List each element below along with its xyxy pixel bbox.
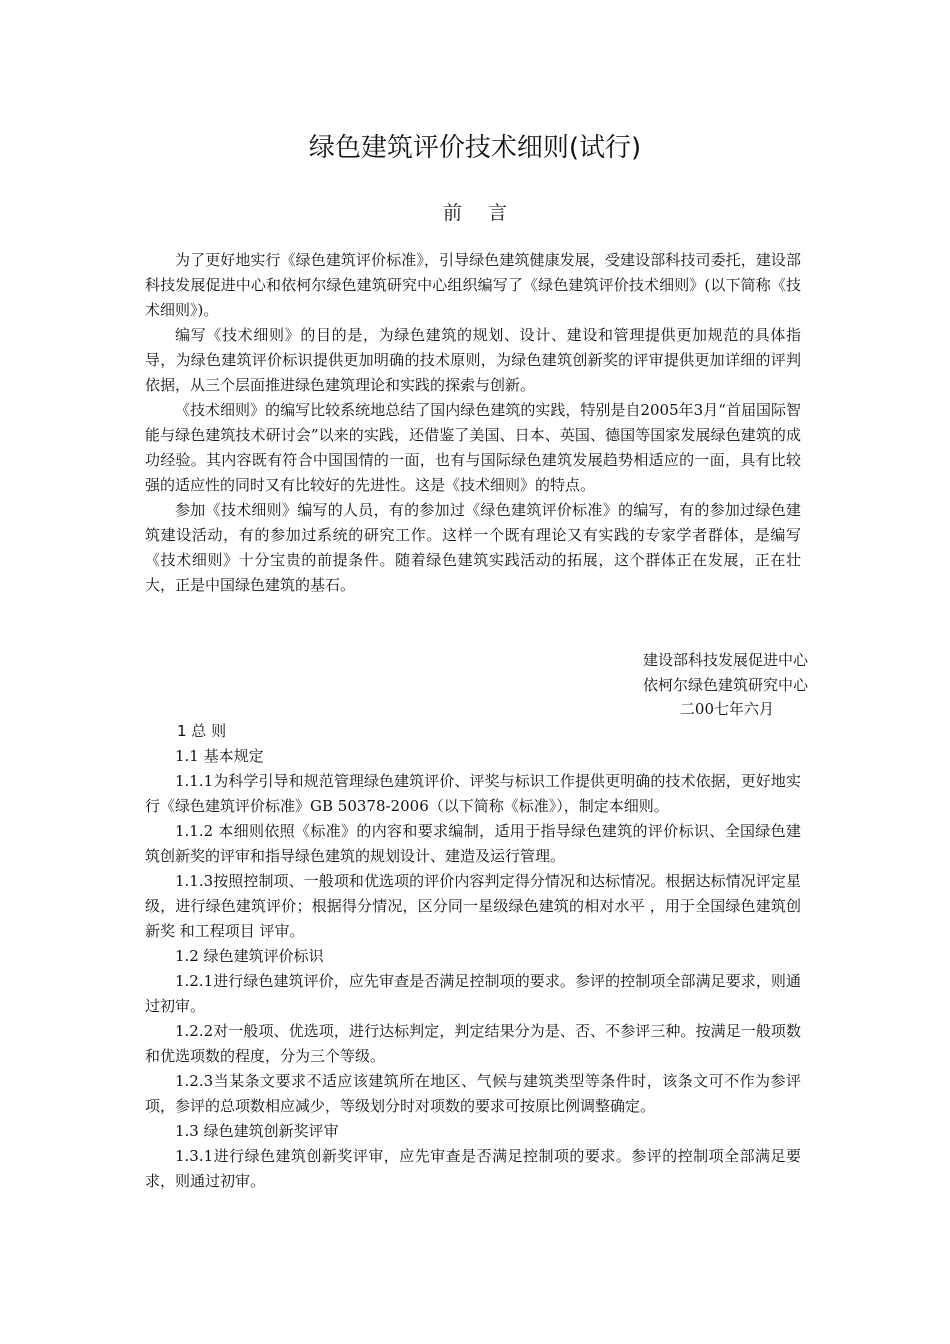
preface-paragraph-1: 为了更好地实行《绿色建筑评价标准》，引导绿色建筑健康发展，受建设部科技司委托，建设部科技发展促进中心和依柯尔绿色建筑研究中心组织编写了《绿色建筑评价技术细则》(以下简称《技术细则》)。 — [145, 251, 801, 319]
clause-1-3-1: 1.3.1进行绿色建筑创新奖评审，应先审查是否满足控制项的要求。参评的控制项全部满足要求，则通过初审。 — [145, 1147, 801, 1190]
clause-1-2-3: 1.2.3当某条文要求不适应该建筑所在地区、气候与建筑类型等条件时，该条文可不作为参评项，参评的总项数相应减少，等级划分时对项数的要求可按原比例调整确定。 — [145, 1072, 801, 1115]
section-1-2-heading: 1.2 绿色建筑评价标识 — [175, 947, 324, 965]
chapter-1-heading: 1 总 则 — [177, 722, 227, 740]
clause-1-1-1: 1.1.1为科学引导和规范管理绿色建筑评价、评奖与标识工作提供更明确的技术依据，更好地实行《绿色建筑评价标准》GB 50378-2006（以下简称《标准》），制定本细则。 — [145, 772, 801, 815]
clause-1-1-3: 1.1.3按照控制项、一般项和优选项的评价内容判定得分情况和达标情况。根据达标情况评定星级，进行绿色建筑评价；根据得分情况，区分同一星级绿色建筑的相对水平 ，用于全国绿色建筑创新奖 和工程项目 评审。 — [145, 872, 801, 940]
signature-date: 二00七年六月 — [679, 700, 774, 718]
preface-body — [145, 248, 801, 598]
preface-paragraph-3: 《技术细则》的编写比较系统地总结了国内绿色建筑的实践，特别是自2005年3月“首届国际智能与绿色建筑技术研讨会”以来的实践，还借鉴了美国、日本、英国、德国等国家发展绿色建筑的成功经验。其内容既有符合中国国情的一面，也有与国际绿色建筑发展趋势相适应的一面，具有比较强的适应性的同时又有比较好的先进性。这是《技术细则》的特点。 — [145, 401, 801, 494]
section-1-1-heading: 1.1 基本规定 — [175, 747, 264, 765]
preface-paragraph-2: 编写《技术细则》的目的是，为绿色建筑的规划、设计、建设和管理提供更加规范的具体指导，为绿色建筑评价标识提供更加明确的技术原则，为绿色建筑创新奖的评审提供更加详细的评判依据，从三个层面推进绿色建筑理论和实践的探索与创新。 — [145, 326, 801, 394]
clause-1-1-2: 1.1.2 本细则依照《标准》的内容和要求编制，适用于指导绿色建筑的评价标识、全国绿色建筑创新奖的评审和指导绿色建筑的规划设计、建造及运行管理。 — [145, 822, 801, 865]
section-1-3-heading: 1.3 绿色建筑创新奖评审 — [175, 1122, 339, 1140]
preface-paragraph-4: 参加《技术细则》编写的人员，有的参加过《绿色建筑评价标准》的编写，有的参加过绿色建筑建设活动，有的参加过系统的研究工作。这样一个既有理论又有实践的专家学者群体，是编写《技术细则》十分宝贵的前提条件。随着绿色建筑实践活动的拓展，这个群体正在发展，正在壮大，正是中国绿色建筑的基石。 — [145, 501, 801, 594]
preface-heading: 前言 — [442, 202, 533, 224]
signature-org1: 建设部科技发展促进中心 — [642, 651, 808, 669]
chapter-1 — [145, 719, 801, 1194]
clause-1-2-2: 1.2.2对一般项、优选项，进行达标判定，判定结果分为是、否、不参评三种。按满足一般项数和优选项数的程度，分为三个等级。 — [145, 1022, 801, 1065]
document-title: 绿色建筑评价技术细则(试行) — [308, 133, 642, 163]
signature-org2: 依柯尔绿色建筑研究中心 — [642, 676, 808, 694]
clause-1-2-1: 1.2.1进行绿色建筑评价，应先审查是否满足控制项的要求。参评的控制项全部满足要求，则通过初审。 — [145, 972, 801, 1015]
